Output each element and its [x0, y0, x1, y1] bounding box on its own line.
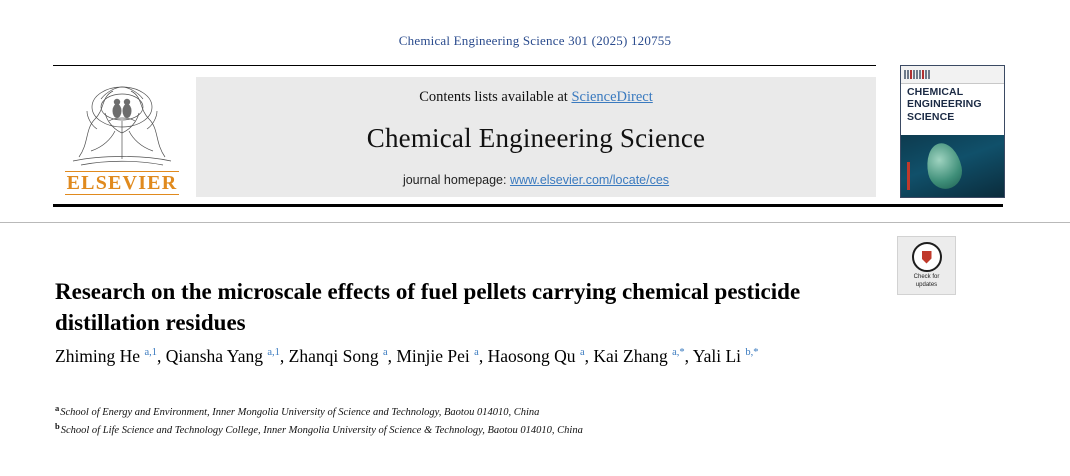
shield-icon — [922, 251, 932, 264]
journal-title: Chemical Engineering Science — [366, 123, 706, 153]
crossmark-icon — [912, 242, 942, 272]
affiliation-item — [55, 404, 905, 422]
homepage-line — [403, 173, 669, 187]
crossmark-line2: updates — [915, 281, 938, 288]
masthead-top-rule — [53, 65, 876, 66]
crossmark-badge[interactable] — [897, 236, 956, 295]
elsevier-wordmark: ELSEVIER — [66, 172, 178, 194]
cover-title: CHEMICAL ENGINEERING SCIENCE — [907, 86, 982, 123]
affiliation-marker: b — [55, 420, 60, 431]
cover-header-bar — [901, 66, 1004, 84]
affiliation-marker: a — [55, 402, 60, 413]
affiliation-item — [55, 422, 905, 440]
elsevier-tree-icon — [61, 77, 183, 169]
journal-band — [196, 77, 876, 197]
section-divider — [0, 222, 1070, 223]
affiliation-text: School of Life Science and Technology College, Inner Mongolia University of Science & Technology, Baotou 014010, China — [60, 425, 583, 437]
barcode-icon — [904, 70, 930, 79]
crossmark-line1: Check for — [913, 274, 940, 280]
author-list: Zhiming He $^{a,1}$, Qiansha Yang $^{a,1}$, Zhanqi Song $^a$, Minjie Pei $^a$, Haosong Qu $^a$, Kai Zhang $^{a,*}$, Yali Li $^{b,*}$ — [55, 346, 759, 366]
sciencedirect-link[interactable]: ScienceDirect — [571, 89, 653, 105]
article-title: Research on the microscale effects of fuel pellets carrying chemical pesticide distillation residues — [55, 279, 801, 336]
contents-line — [419, 89, 653, 106]
leaf-shape-icon — [923, 140, 966, 192]
affiliation-text: School of Energy and Environment, Inner Mongolia University of Science and Technology, Baotou 014010, China — [60, 407, 540, 418]
journal-cover-thumbnail[interactable] — [900, 65, 1005, 198]
contents-prefix: Contents lists available at — [419, 89, 572, 105]
running-head: Chemical Engineering Science 301 (2025) 120755 — [398, 33, 672, 48]
crossmark-label — [914, 274, 940, 289]
cover-accent-bar — [907, 162, 910, 190]
masthead-bottom-rule — [53, 204, 1003, 207]
affiliation-list — [55, 404, 905, 441]
homepage-prefix: journal homepage: — [402, 173, 510, 187]
cover-artwork — [901, 135, 1004, 197]
journal-homepage-link[interactable]: www.elsevier.com/locate/ces — [509, 173, 670, 187]
journal-masthead — [53, 65, 1003, 205]
elsevier-logo — [53, 77, 191, 197]
